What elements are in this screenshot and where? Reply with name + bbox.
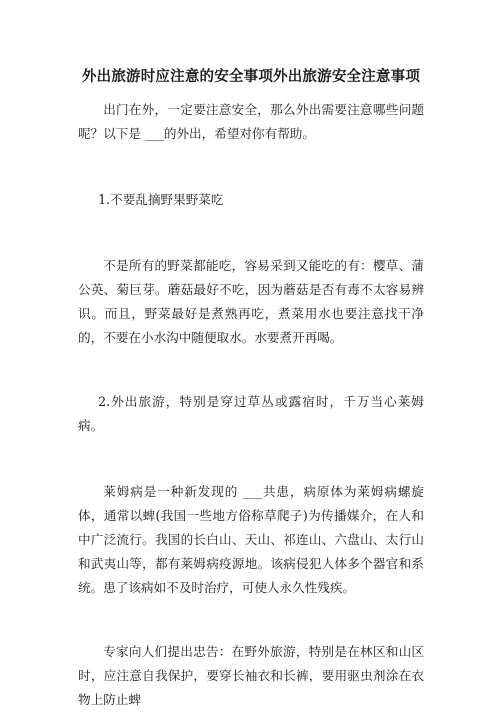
document-title: 外出旅游时应注意的安全事项外出旅游安全注意事项 — [81, 68, 421, 85]
section-1-paragraph: 不是所有的野菜都能吃，容易采到又能吃的有：樱草、蒲公英、菊巨芽。蘑菇最好不吃，因为蘑菇是否有毒不太容易辨识。而且，野菜最好是煮熟再吃，煮菜用水也要注意找干净的，不要在小水沟中随便取水。水要煮开再喝。 — [78, 258, 424, 345]
section-1-heading: 1.不要乱摘野果野菜吃 — [98, 192, 224, 207]
section-2-paragraph: 莱姆病是一种新发现的 ___共患，病原体为莱姆病螺旋体，通常以蜱(我国一些地方俗称草爬子)为传播媒介，在人和中广泛流行。我国的长白山、天山、祁连山、六盘山、太行山和武夷山等，都有莱姆病疫源地。该病侵犯人体多个器官和系统。患了该病如不及时治疗，可使人永久性残疾。 — [78, 484, 424, 595]
intro-paragraph: 出门在外，一定要注意安全，那么外出需要注意哪些问题呢？以下是 ___的外出，希望对你有帮助。 — [78, 102, 424, 141]
section-2-heading: 2.外出旅游，特别是穿过草丛或露宿时，千万当心莱姆病。 — [78, 394, 424, 433]
section-3-paragraph: 专家向人们提出忠告：在野外旅游，特别是在林区和山区时，应注意自我保护，要穿长袖衣和长裤，要用驱虫剂涂在衣物上防止蜱 — [78, 644, 424, 707]
